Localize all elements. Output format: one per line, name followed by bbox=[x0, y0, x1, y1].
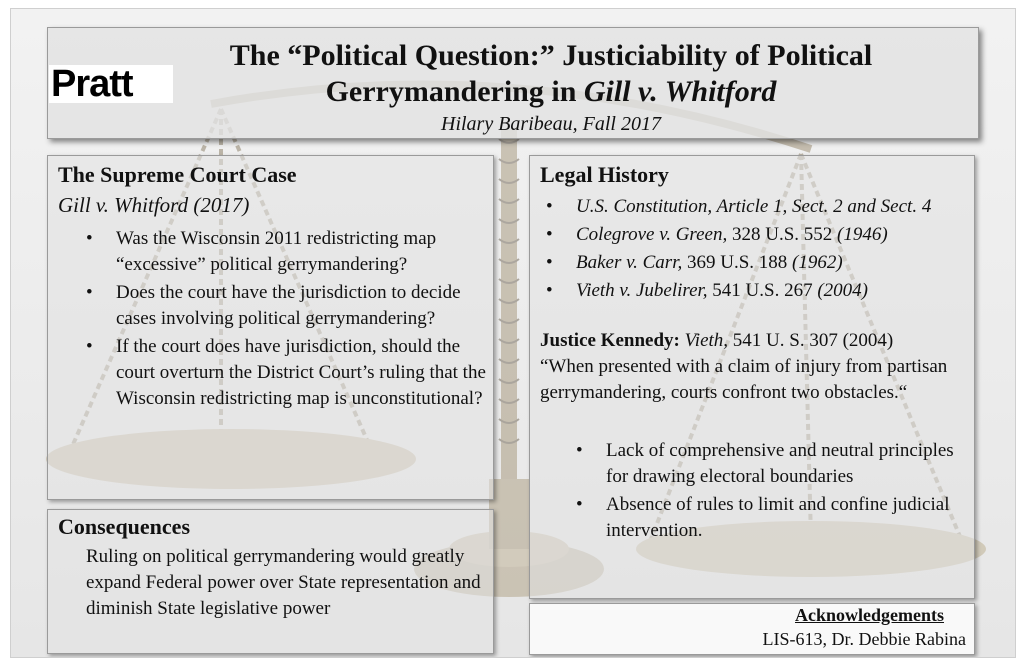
list-item bbox=[86, 280, 486, 332]
consequences-heading: Consequences bbox=[58, 514, 191, 539]
list-item bbox=[86, 334, 486, 412]
bullet-icon: • bbox=[576, 494, 583, 515]
acknowledgements-panel bbox=[529, 603, 975, 655]
bullet-icon: • bbox=[546, 224, 553, 245]
poster-title-line-2 bbox=[161, 75, 941, 109]
bullet-icon: • bbox=[86, 282, 93, 303]
acknowledgements-title: Acknowledgements bbox=[795, 605, 944, 625]
bullet-icon: • bbox=[546, 252, 553, 273]
legal-history-panel bbox=[529, 155, 975, 599]
list-item bbox=[546, 250, 968, 276]
list-item-text: If the court does have jurisdiction, should the court overturn the District Court’s ruling that the Wisconsin redistricting map is unconstitutional? bbox=[116, 336, 486, 409]
list-item-text: Was the Wisconsin 2011 redistricting map “excessive” political gerrymandering? bbox=[116, 228, 437, 275]
case-citation: 369 U.S. 188 bbox=[682, 252, 793, 273]
author-line: Hilary Baribeau, Fall 2017 bbox=[441, 113, 661, 135]
pratt-logo: Pratt bbox=[49, 65, 173, 103]
case-citation: 541 U.S. 267 bbox=[707, 280, 818, 301]
case-name: Colegrove v. Green, bbox=[576, 224, 728, 245]
list-item bbox=[546, 194, 968, 220]
list-item-text: Does the court have the jurisdiction to decide cases involving political gerrymandering? bbox=[116, 282, 461, 329]
case-subheading: Gill v. Whitford (2017) bbox=[58, 193, 250, 217]
kennedy-case: Vieth, bbox=[679, 330, 729, 351]
legal-history-heading: Legal History bbox=[540, 162, 669, 187]
consequences-body: Ruling on political gerrymandering would greatly expand Federal power over State representation and diminish State legislative power bbox=[86, 546, 481, 619]
title-case-name: Gill v. Whitford bbox=[583, 75, 777, 108]
bullet-icon: • bbox=[86, 336, 93, 357]
list-item-text: Absence of rules to limit and confine judicial intervention. bbox=[606, 494, 950, 541]
case-heading: The Supreme Court Case bbox=[58, 162, 297, 187]
supreme-court-case-panel bbox=[47, 155, 494, 500]
list-item bbox=[86, 226, 486, 278]
list-item bbox=[576, 438, 966, 490]
case-citation: 328 U.S. 552 bbox=[727, 224, 838, 245]
case-name: Vieth v. Jubelirer, bbox=[576, 280, 708, 301]
list-item bbox=[546, 222, 968, 248]
case-name: Baker v. Carr, bbox=[576, 252, 683, 273]
case-year: (1946) bbox=[837, 224, 888, 245]
bullet-icon: • bbox=[86, 228, 93, 249]
obstacles-list bbox=[576, 438, 966, 546]
list-item-text: Lack of comprehensive and neutral principles for drawing electoral boundaries bbox=[606, 440, 954, 487]
acknowledgements-body: LIS-613, Dr. Debbie Rabina bbox=[762, 629, 966, 649]
consequences-panel bbox=[47, 509, 494, 654]
kennedy-label: Justice Kennedy: bbox=[540, 330, 680, 351]
legal-history-list bbox=[546, 194, 968, 306]
case-question-list bbox=[86, 226, 486, 414]
case-year: (1962) bbox=[792, 252, 843, 273]
bullet-icon: • bbox=[546, 280, 553, 301]
bullet-icon: • bbox=[576, 440, 583, 461]
case-year: (2004) bbox=[817, 280, 868, 301]
poster bbox=[10, 8, 1016, 658]
bullet-icon: • bbox=[546, 196, 553, 217]
title-prefix: Gerrymandering in bbox=[325, 75, 584, 108]
list-item bbox=[546, 278, 968, 304]
list-item bbox=[576, 492, 966, 544]
kennedy-cite: 541 U. S. 307 (2004) bbox=[728, 330, 894, 351]
kennedy-quote: “When presented with a claim of injury from partisan gerrymandering, courts confront two obstacles.“ bbox=[540, 356, 948, 403]
case-name: U.S. Constitution, Article 1, Sect. 2 and Sect. 4 bbox=[576, 196, 932, 217]
poster-title-line-1: The “Political Question:” Justiciability of Political bbox=[229, 39, 873, 72]
kennedy-citation bbox=[540, 328, 965, 354]
